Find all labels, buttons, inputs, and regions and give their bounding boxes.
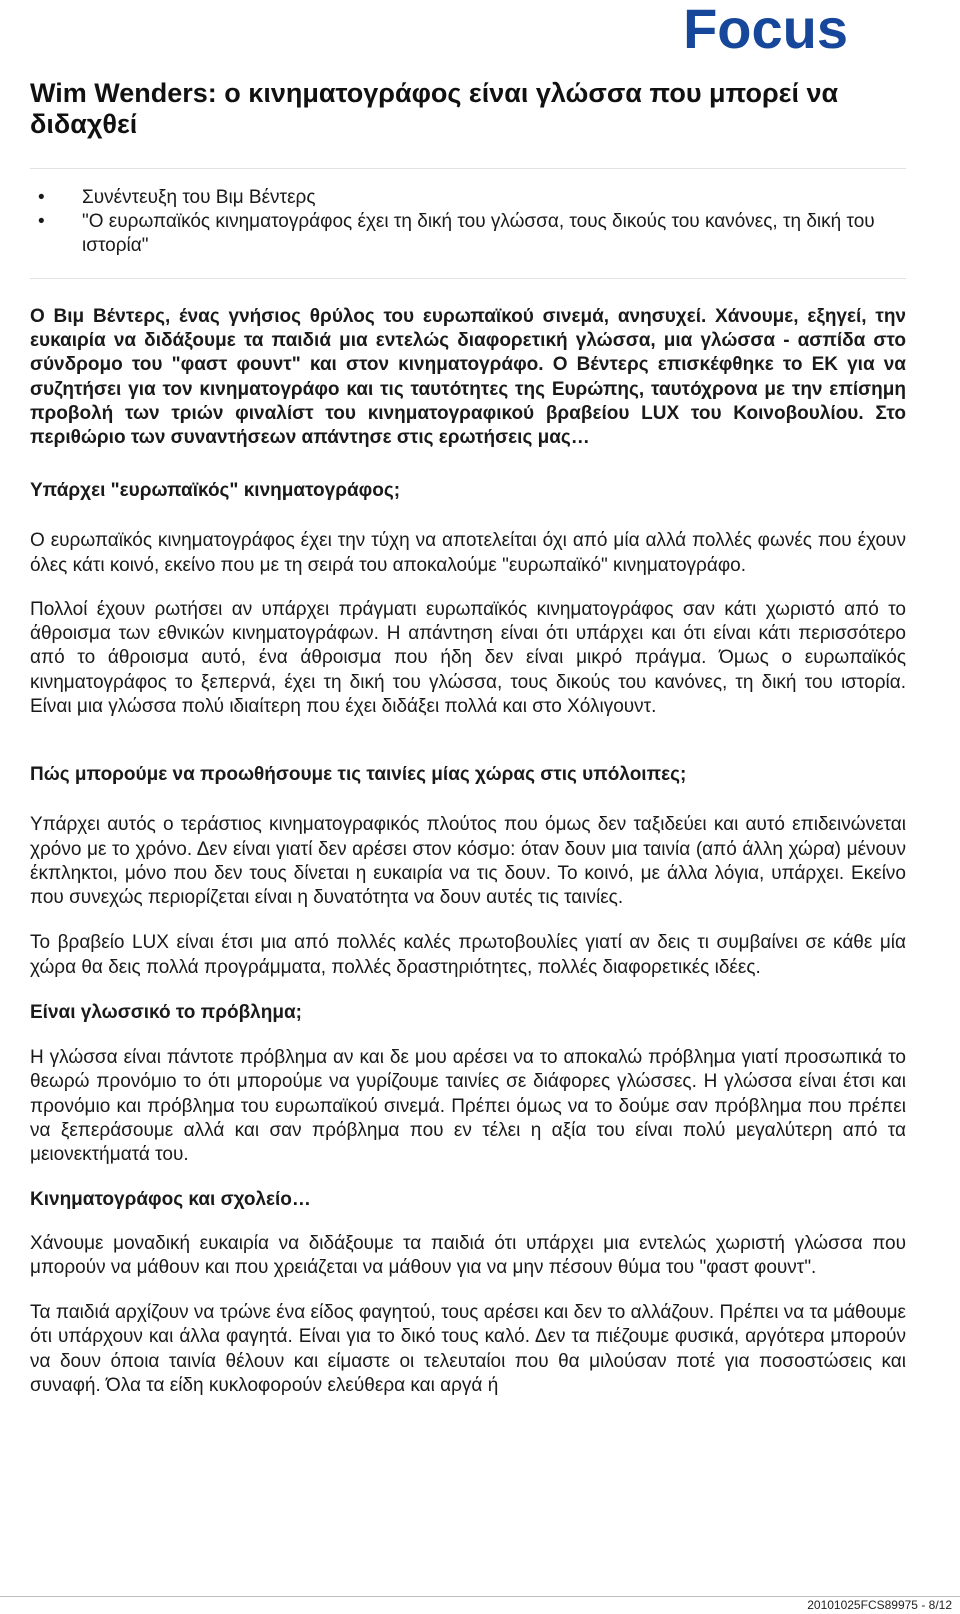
divider [30,168,906,169]
summary-bullet [30,186,906,210]
bullet-text: Συνέντευξη του Βιμ Βέντερς [82,187,316,208]
answer-paragraph: Η γλώσσα είναι πάντοτε πρόβλημα αν και δε μου αρέσει να το αποκαλώ πρόβλημα γιατί προσωπικά το θεωρώ προνόμιο το ότι μπορούμε να γυρίζουμε ταινίες σε διάφορες γλώσσες. Η γλώσσα είναι έτσι και προνόμιο και πρόβλημα του ευρωπαϊκού σινεμά. Πρέπει όμως να το δούμε σαν πρόβλημα που πρέπει να ξεπεράσουμε αλλά και σαν πρόβλημα που εν τέλει η αξία του είναι πολύ μεγαλύτερη από τα μειονεκτήματά του. [30,1047,906,1166]
answer-paragraph: Τα παιδιά αρχίζουν να τρώνε ένα είδος φαγητού, τους αρέσει και δεν το αλλάζουν. Πρέπει να τα μάθουμε ότι υπάρχουν και άλλα φαγητά. Είναι για το δικό τους καλό. Δεν τα πιέζουμε φυσικά, αργότερα μπορούν να δουν όποια ταινία θέλουν και είμαστε οι τελευταίοι που θα μιλούσαν ποτέ για ποσοστώσεις και συναφή. Όλα τα είδη κυκλοφορούν ελεύθερα και αργά ή [30,1302,906,1397]
answer-paragraph: Υπάρχει αυτός ο τεράστιος κινηματογραφικός πλούτος που όμως δεν ταξιδεύει και αυτό επιδεινώνεται χρόνο με το χρόνο. Δεν είναι γιατί δεν αρέσει στον κόσμο: όταν δουν μια ταινία (από άλλη χώρα) μένουν έκπληκτοι, μόνο που δεν τους δίνεται η ευκαιρία να τις δουν. Το κοινό, με άλλα λόγια, υπάρχει. Εκείνο που συνεχώς περιορίζεται είναι η δυνατότητα να δουν αυτές τις ταινίες. [30,814,906,909]
answer-paragraph: Χάνουμε μοναδική ευκαιρία να διδάξουμε τα παιδιά ότι υπάρχει μια εντελώς χωριστή γλώσσα που μπορούν να μάθουν και που χρειάζεται να μάθουν για να μην πέσουν θύμα του "φαστ φουντ". [30,1232,906,1278]
question-heading: Υπάρχει "ευρωπαϊκός" κινηματογράφος; [30,480,401,502]
bullet-text: "Ο ευρωπαϊκός κινηματογράφος έχει τη δική του γλώσσα, τους δικούς του κανόνες, τη δική του ιστορία" [82,211,875,256]
question-heading: Είναι γλωσσικό το πρόβλημα; [30,1002,302,1024]
answer-paragraph: Το βραβείο LUX είναι έτσι μια από πολλές καλές πρωτοβουλίες γιατί αν δεις τι συμβαίνει σε κάθε μία χώρα θα δεις πολλά προγράμματα, πολλές δραστηριότητες, πολλές διαφορετικές ιδέες. [30,932,906,978]
summary-bullet [30,210,906,258]
article-title: Wim Wenders: ο κινηματογράφος είναι γλώσσα που μπορεί να διδαχθεί [30,78,839,139]
brand-logo: Focus [683,0,848,60]
question-heading: Κινηματογράφος και σχολείο… [30,1188,311,1210]
page-header [0,0,960,58]
answer-paragraph: Πολλοί έχουν ρωτήσει αν υπάρχει πράγματι ευρωπαϊκός κινηματογράφος σαν κάτι χωριστό από το άθροισμα των εθνικών κινηματογράφων. Η απάντηση είναι ότι υπάρχει και ότι είναι κάτι περισσότερο από το άθροισμα αυτό, ένα άθροισμα που ήδη δεν είναι μικρό πράγμα. Όμως ο ευρωπαϊκός κινηματογράφος το ξεπερνά, έχει τη δική του γλώσσα, τους δικούς του κανόνες, τη δική του ιστορία. Είναι μια γλώσσα πολύ ιδιαίτερη που έχει διδάξει πολλά και στο Χόλιγουντ. [30,598,906,717]
document-reference: 20101025FCS89975 - 8/12 [807,1598,952,1612]
answer-paragraph: Ο ευρωπαϊκός κινηματογράφος έχει την τύχη να αποτελείται όχι από μία αλλά πολλές φωνές που έχουν όλες κάτι κοινό, εκείνο που με τη σειρά του αποκαλούμε "ευρωπαϊκό" κινηματογράφο. [30,530,906,576]
footer-divider [0,1596,960,1597]
bullet-marker: • [38,211,45,232]
summary-bullets [30,186,906,258]
question-heading: Πώς μπορούμε να προωθήσουμε τις ταινίες μίας χώρας στις υπόλοιπες; [30,764,687,786]
lead-paragraph: Ο Βιμ Βέντερς, ένας γνήσιος θρύλος του ευρωπαϊκού σινεμά, ανησυχεί. Χάνουμε, εξηγεί, την ευκαιρία να διδάξουμε τα παιδιά μια εντελώς διαφορετική γλώσσα, μια γλώσσα - ασπίδα στο σύνδρομο του "φαστ φουντ" και στον κινηματογράφο. Ο Βέντερς επισκέφθηκε το ΕΚ για να συζητήσει για τον κινηματογράφο και τις ταυτότητες της Ευρώπης, ταυτόχρονα με την επίσημη προβολή των τριών φιναλίστ του κινηματογραφικού βραβείου LUX του Κοινοβουλίου. Στο περιθώριο των συναντήσεων απάντησε στις ερωτήσεις μας… [30,306,906,449]
article [30,78,906,1398]
bullet-marker: • [38,187,45,208]
divider [30,278,906,279]
